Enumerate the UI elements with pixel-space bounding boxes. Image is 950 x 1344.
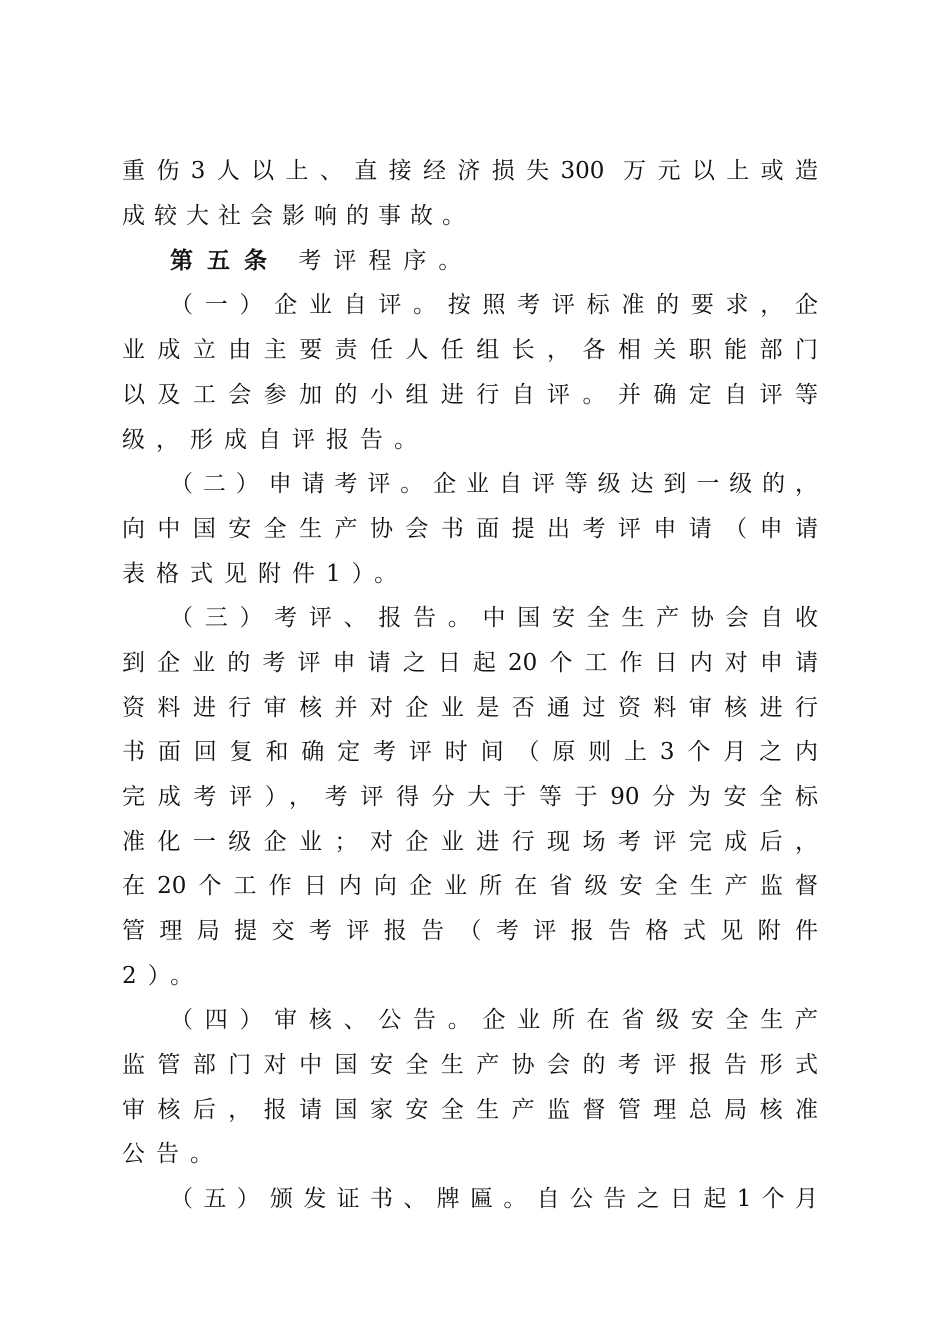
body-line: 成较大社会影响的事故。 <box>122 203 474 229</box>
body-line: 在20个工作日内向企业所在省级安全生产监督 <box>122 873 818 899</box>
body-line: 级，形成自评报告。 <box>122 427 428 453</box>
body-line: 公告。 <box>122 1141 224 1167</box>
body-line: 管理局提交考评报告（考评报告格式见附件 <box>122 918 818 944</box>
body-line: 审核后，报请国家安全生产监督管理总局核准 <box>122 1097 818 1123</box>
body-line: 完成考评），考评得分大于等于90分为安全标 <box>122 784 818 810</box>
article-heading-line <box>170 246 818 276</box>
body-line: 2）。 <box>122 963 205 989</box>
article-number: 第五条 <box>170 247 281 274</box>
body-line: （三）考评、报告。中国安全生产协会自收 <box>170 605 818 631</box>
body-line: 资料进行审核并对企业是否通过资料审核进行 <box>122 695 818 721</box>
body-line: （四）审核、公告。企业所在省级安全生产 <box>170 1007 818 1033</box>
body-line: 监管部门对中国安全生产协会的考评报告形式 <box>122 1052 818 1078</box>
body-line: 业成立由主要责任人任组长，各相关职能部门 <box>122 337 818 363</box>
body-line: 准化一级企业；对企业进行现场考评完成后， <box>122 829 818 855</box>
body-line: （五）颁发证书、牌匾。自公告之日起1个月 <box>170 1186 818 1212</box>
body-line: 到企业的考评申请之日起20个工作日内对申请 <box>122 650 818 676</box>
body-line: （一）企业自评。按照考评标准的要求，企 <box>170 292 818 318</box>
body-line: 表格式见附件1）。 <box>122 561 409 587</box>
body-line: （二）申请考评。企业自评等级达到一级的， <box>170 471 818 497</box>
body-line: 书面回复和确定考评时间（原则上3个月之内 <box>122 739 818 765</box>
body-line: 以及工会参加的小组进行自评。并确定自评等 <box>122 382 818 408</box>
body-line: 重伤3人以上、直接经济损失300 万元以上或造 <box>122 158 818 184</box>
article-title: 考评程序。 <box>298 248 474 274</box>
body-line: 向中国安全生产协会书面提出考评申请（申请 <box>122 516 818 542</box>
